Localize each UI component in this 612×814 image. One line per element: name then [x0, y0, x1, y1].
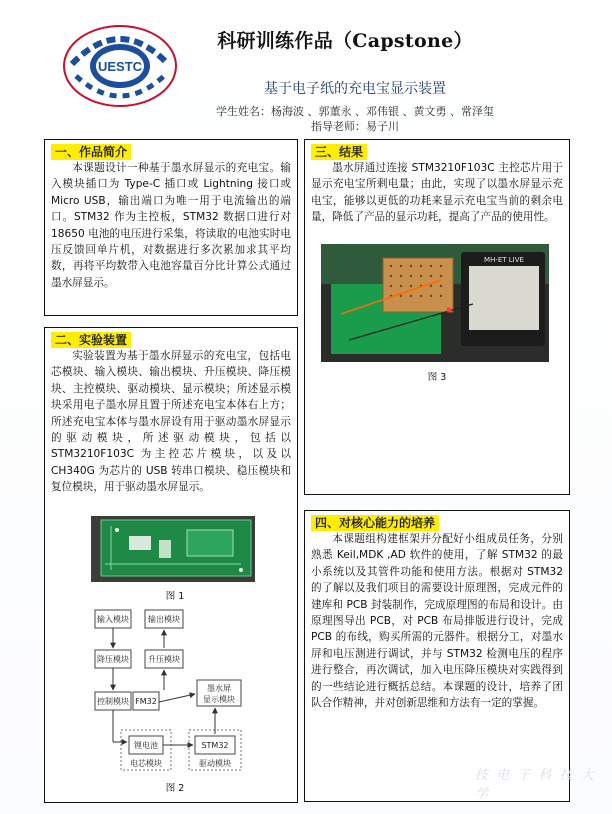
fig1-caption: 图 1 — [165, 591, 185, 602]
university-logo — [62, 24, 178, 108]
core-ability-title: 四、对核心能力的培养 — [311, 515, 439, 531]
setup-text: 实验装置为基于墨水屏显示的充电宝，包括电芯模块、输入模块、输出模块、升压模块、降压模块、主控模块、驱动模块、显示模块；所述显示模块采用电子墨水屏且置于所述充电宝本体右上方；所述充电宝本体与墨水屏设有用于驱动墨水屏显示的驱动模块，所述驱动模块，包括以 STM3210F103C 为主控芯片模块，以及以 CH340G 为芯片的 USB 转串口模块、稳压模块和复位模块，用于驱动墨水屏显示。 — [51, 350, 291, 494]
intro-text-block — [51, 160, 291, 291]
results-section — [304, 139, 570, 495]
fig2-caption: 图 2 — [165, 783, 185, 794]
prototype-photo — [321, 244, 549, 362]
results-text: 墨水屏通过连接 STM3210F103C 主控芯片用于显示充电宝所剩电量；由此，实现了以墨水屏显示充电宝，能够以更低的功耗来显示充电宝当前的剩余电量，降低了产品的显示功耗，提高了产品的使用性。 — [311, 162, 563, 224]
poster-subtitle: 基于电子纸的充电宝显示装置 — [264, 81, 446, 97]
logo-text: UESTC — [97, 59, 143, 74]
diagram-stm32: STM32 — [201, 741, 229, 750]
diagram-battery-label: 电芯模块 — [130, 759, 162, 768]
block-diagram — [89, 598, 259, 774]
diagram-boost: 升压模块 — [148, 655, 180, 664]
students-line: 学生姓名：杨海波 、郭董永 、邓伟银 、黄文勇 、常泽玺 — [216, 105, 494, 118]
diagram-driver-label: 驱动模块 — [199, 759, 231, 768]
poster-title: 科研训练作品（Capstone） — [217, 30, 473, 52]
setup-section — [44, 327, 298, 803]
results-text-block — [311, 160, 563, 226]
diagram-fm32: FM32 — [135, 697, 157, 706]
core-ability-text-block — [311, 531, 563, 711]
advisor-line: 指导老师：易子川 — [311, 120, 399, 133]
diagram-display: 墨水屏 — [207, 684, 231, 693]
intro-text: 本课题设计一种基于墨水屏显示的充电宝。输入模块插口为 Type-C 插口或 Lightning 接口或 Micro USB，输出端口为唯一用于电流输出的端口。STM32 作为主控板，STM32 数据口进行对 18650 电池的电压进行采集，将读取的电池实时电压反馈回单片机，对数据进行多次累加求其平均数，再将平均数带入电池容量百分比计算公式通过墨水屏显示。 — [51, 162, 291, 289]
watermark-text: 技 电 子 科 技 大 学 — [475, 768, 596, 802]
diagram-buck: 降压模块 — [97, 655, 129, 664]
setup-title: 二、实验装置 — [51, 332, 131, 348]
setup-text-block — [51, 348, 291, 496]
core-ability-section — [304, 510, 570, 802]
diagram-input: 输入模块 — [97, 615, 129, 624]
eink-label: MH-ET LIVE — [484, 256, 524, 264]
diagram-display-2: 显示模块 — [203, 695, 235, 704]
diagram-control: 控制模块 — [97, 697, 129, 706]
pcb-photo — [91, 516, 255, 582]
results-title: 三、结果 — [311, 144, 367, 160]
intro-title: 一、作品简介 — [51, 144, 131, 160]
fig3-caption: 图 3 — [427, 372, 447, 383]
diagram-battery: 锂电池 — [134, 741, 158, 750]
core-ability-text: 本课题组构建框架并分配好小组成员任务，分别熟悉 Keil,MDK ,AD 软件的使用，了解 STM32 的最小系统以及其管件功能和使用方法。根据对 STM32 的了解以及我们项目的需要设计原理图，完成元件的建库和 PCB 封装制作，完成原理图的布局和设计。由原理图导出 PCB，对 PCB 布局排版进行设计，完成 PCB 的布线，购买所需的元器件。根据分工，对墨水屏和电压测进行调试，并与 STM32 检测电压的程序进行整合，再次调试，加入电压降压模块对实践得到的一些结论进行概括总结。本课题的设计，培养了团队合作精神，并对创新思维和方法有一定的掌握。 — [311, 533, 563, 710]
intro-section — [44, 139, 298, 316]
diagram-output: 输出模块 — [148, 615, 180, 624]
